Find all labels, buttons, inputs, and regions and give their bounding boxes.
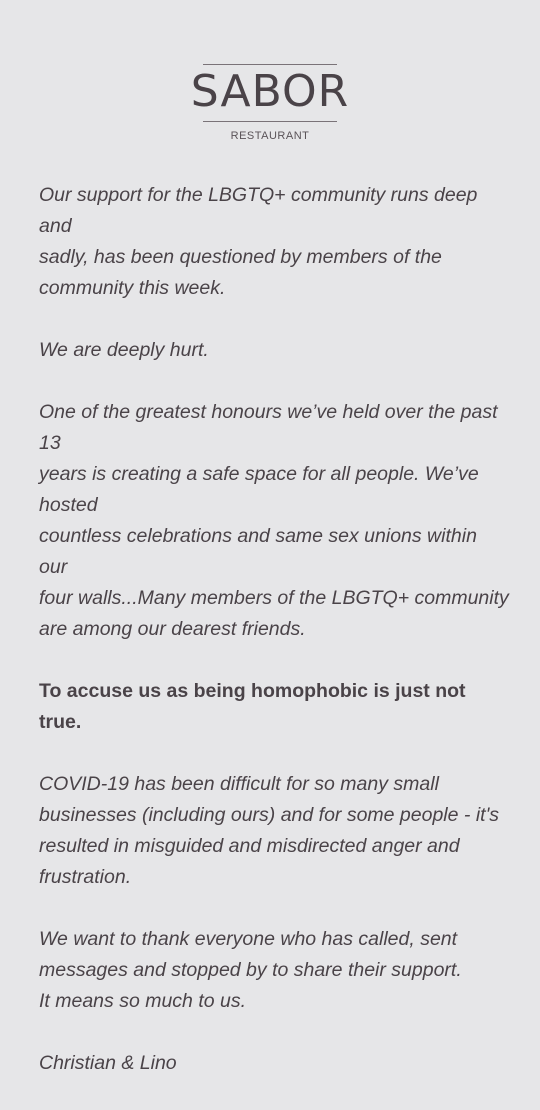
paragraph-support: Our support for the LBGTQ+ community runs deep and sadly, has been questioned by members of the community this week. [39, 184, 478, 299]
logo-top-rule [203, 64, 337, 65]
paragraph-thanks: We want to thank everyone who has called, sent messages and stopped by to share their support. It means so much to us. [39, 928, 462, 1012]
paragraph-honours: One of the greatest honours we’ve held over the past 13 years is creating a safe space for all people. We’ve hosted countless celebrations and same sex unions within our four walls...Many members of the LBGTQ+ community are among our dearest friends. [39, 401, 509, 640]
logo-name: SABOR [190, 66, 350, 117]
logo-subtitle: RESTAURANT [230, 130, 310, 142]
restaurant-logo [0, 64, 540, 142]
paragraph-covid: COVID-19 has been difficult for so many small businesses (including ours) and for some people - it's resulted in misguided and misdirected anger and frustration. [39, 773, 500, 888]
signature: Christian & Lino [39, 1052, 177, 1074]
paragraph-accusation: To accuse us as being homophobic is just not true. [39, 680, 466, 733]
logo-bottom-rule [203, 121, 337, 122]
statement-body [39, 180, 509, 1110]
paragraph-hurt: We are deeply hurt. [39, 339, 209, 361]
